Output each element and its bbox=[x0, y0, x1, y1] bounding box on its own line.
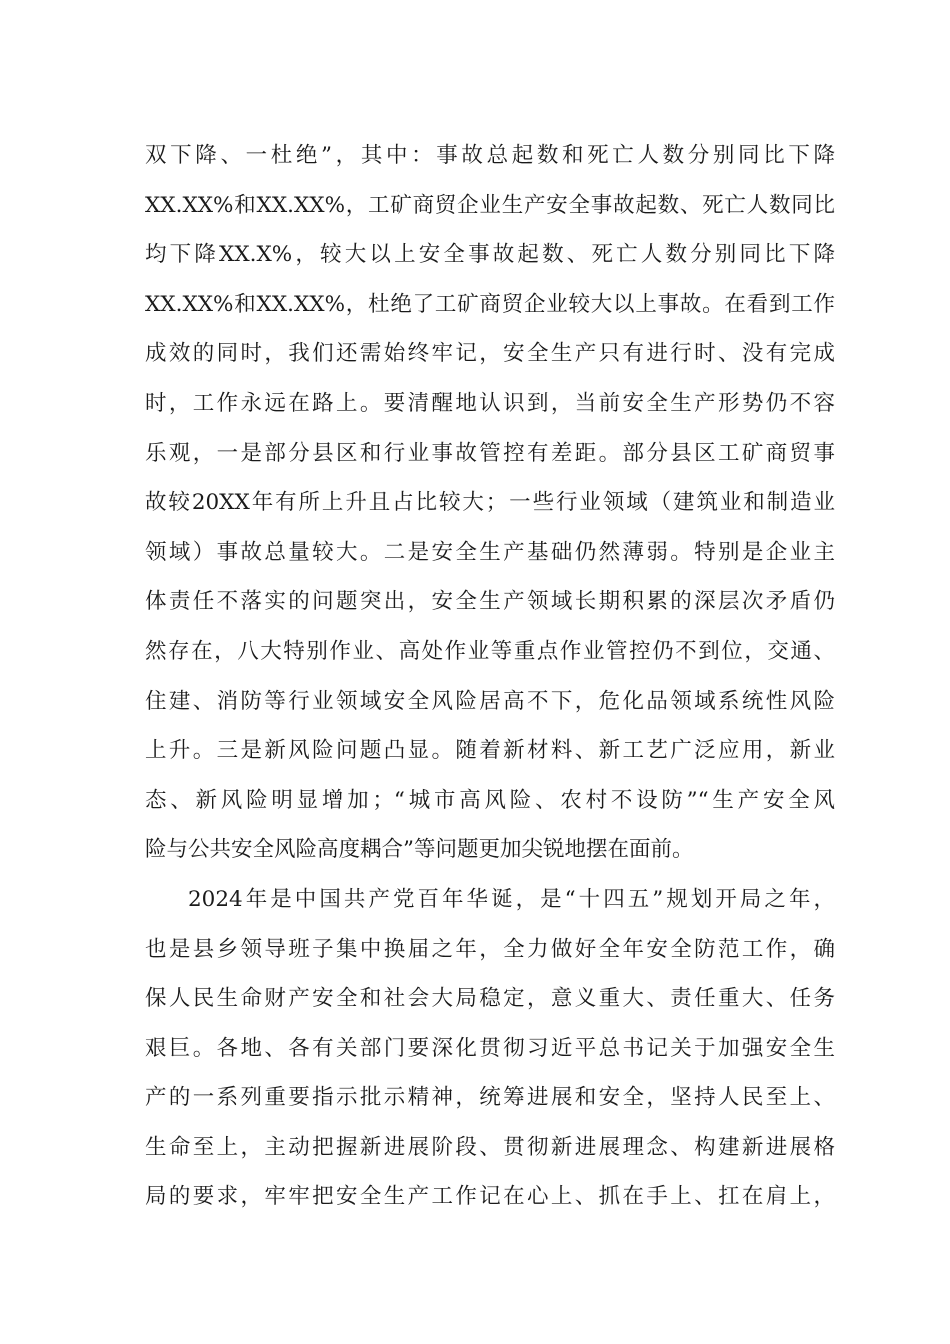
text-line: 乐观，一是部分县区和行业事故管控有差距。部分县区工矿商贸事 bbox=[145, 440, 835, 466]
text-line: 然存在，八大特别作业、高处作业等重点作业管控仍不到位，交通、 bbox=[145, 638, 835, 664]
text-line: 均下降XX.X%，较大以上安全事故起数、死亡人数分别同比下降 bbox=[145, 242, 835, 268]
text-line: XX.XX%和XX.XX%，工矿商贸企业生产安全事故起数、死亡人数同比 bbox=[145, 192, 835, 218]
text-line: 生命至上，主动把握新进展阶段、贯彻新进展理念、构建新进展格 bbox=[145, 1134, 835, 1160]
text-line: 成效的同时，我们还需始终牢记，安全生产只有进行时、没有完成 bbox=[145, 341, 835, 367]
text-line: 险与公共安全风险高度耦合”等问题更加尖锐地摆在面前。 bbox=[145, 837, 694, 863]
text-line: 艰巨。各地、各有关部门要深化贯彻习近平总书记关于加强安全生 bbox=[145, 1035, 835, 1061]
text-line: 领域）事故总量较大。二是安全生产基础仍然薄弱。特别是企业主 bbox=[145, 539, 835, 565]
paragraph-2 bbox=[145, 875, 835, 1222]
text-line: 保人民生命财产安全和社会大局稳定，意义重大、责任重大、任务 bbox=[145, 986, 835, 1012]
paragraph-1 bbox=[145, 131, 835, 875]
text-line: 局的要求，牢牢把安全生产工作记在心上、抓在手上、扛在肩上， bbox=[145, 1184, 835, 1210]
text-line: 上升。三是新风险问题凸显。随着新材料、新工艺广泛应用，新业 bbox=[145, 738, 835, 764]
text-line: 也是县乡领导班子集中换届之年，全力做好全年安全防范工作，确 bbox=[145, 936, 835, 962]
text-line: 2024年是中国共产党百年华诞，是“十四五”规划开局之年， bbox=[188, 886, 835, 912]
text-line: 故较20XX年有所上升且占比较大；一些行业领域（建筑业和制造业 bbox=[145, 490, 835, 516]
text-line: XX.XX%和XX.XX%，杜绝了工矿商贸企业较大以上事故。在看到工作 bbox=[145, 291, 835, 317]
text-line: 时，工作永远在路上。要清醒地认识到，当前安全生产形势仍不容 bbox=[145, 390, 835, 416]
text-line: 态、新风险明显增加；“城市高风险、农村不设防”“生产安全风 bbox=[145, 787, 835, 813]
text-line: 产的一系列重要指示批示精神，统筹进展和安全，坚持人民至上、 bbox=[145, 1085, 835, 1111]
text-line: 双下降、一杜绝”，其中：事故总起数和死亡人数分别同比下降 bbox=[145, 143, 835, 168]
text-line: 住建、消防等行业领域安全风险居高不下，危化品领域系统性风险 bbox=[145, 688, 835, 714]
document-body bbox=[145, 131, 835, 1222]
text-line: 体责任不落实的问题突出，安全生产领域长期积累的深层次矛盾仍 bbox=[145, 589, 835, 615]
